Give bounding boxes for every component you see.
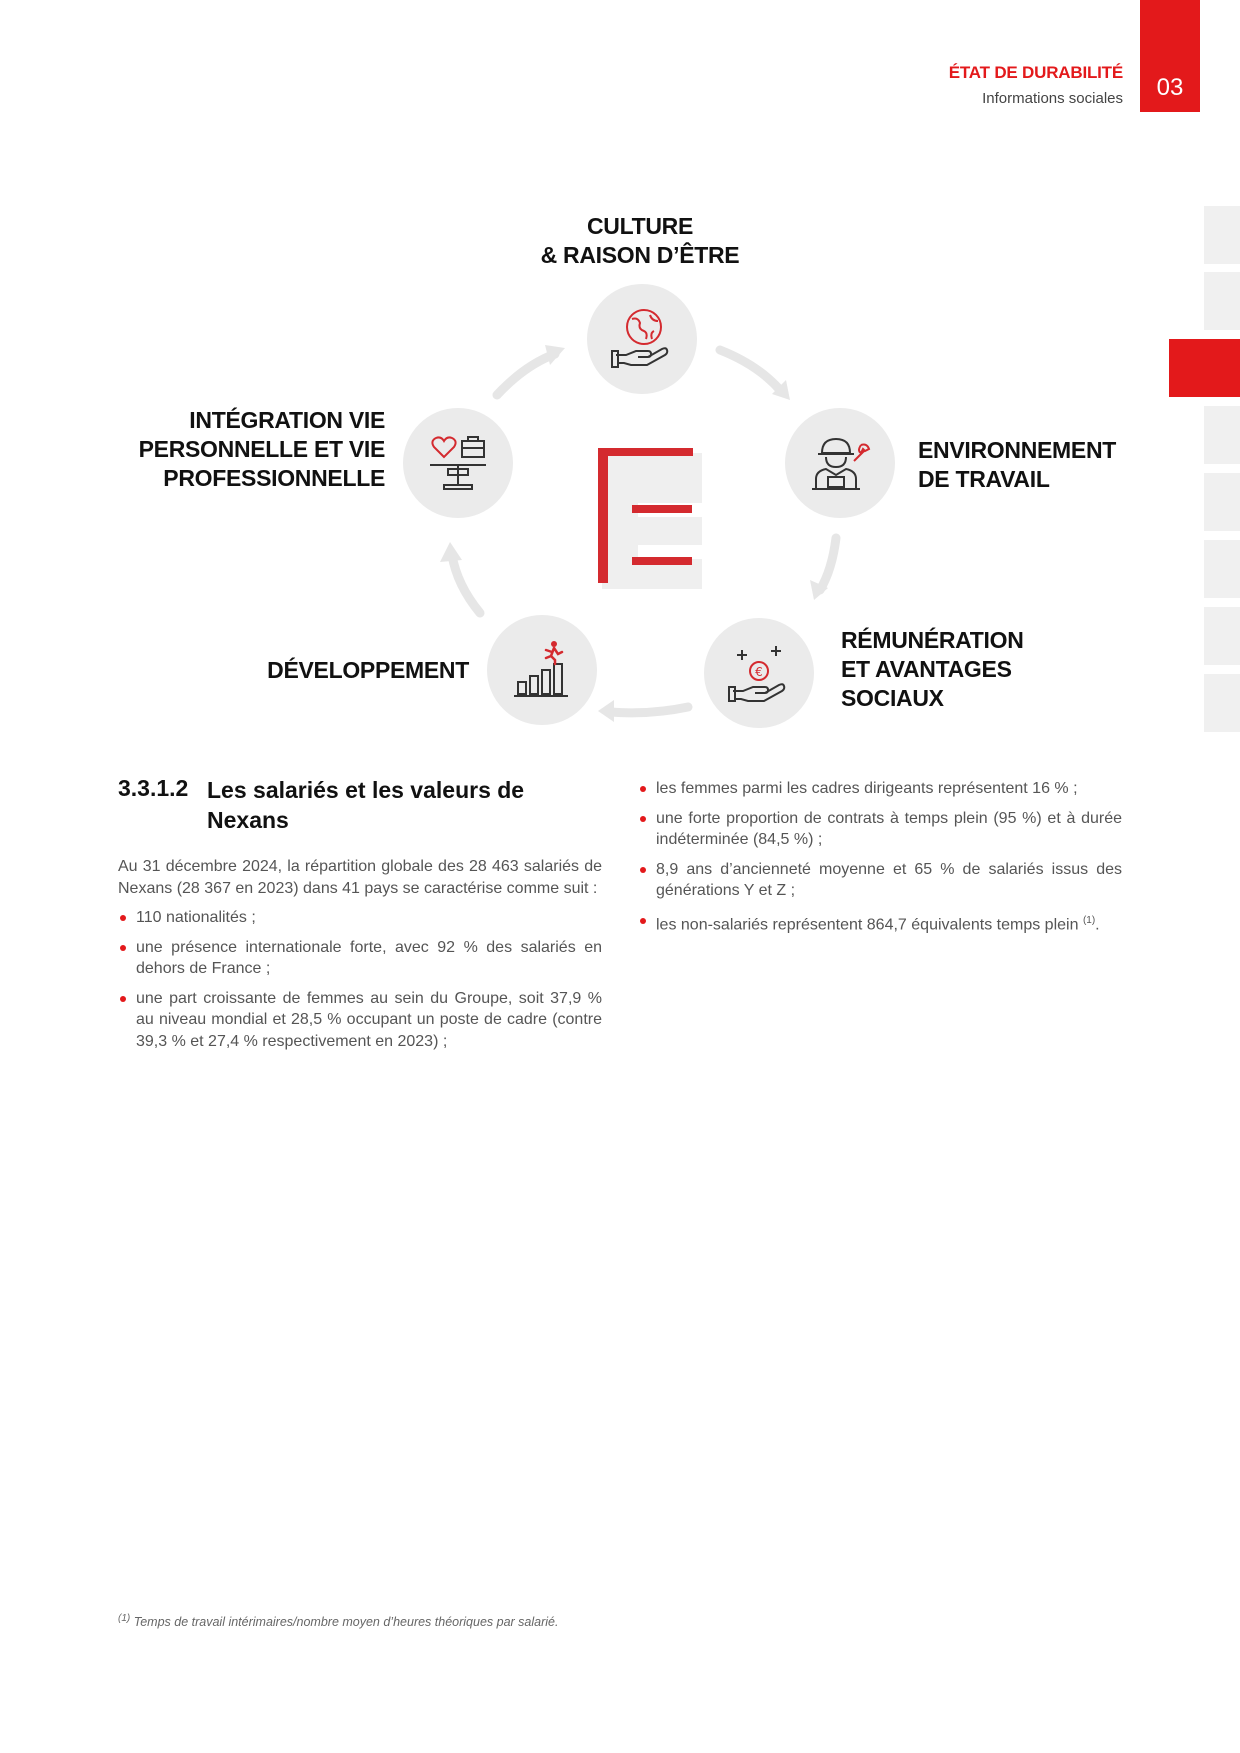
list-item: 110 nationalités ;	[118, 907, 602, 929]
label-compensation	[841, 626, 1024, 713]
label-line: CULTURE	[586, 213, 694, 239]
arrow-1	[497, 354, 555, 395]
section-title: ÉTAT DE DURABILITÉ	[948, 63, 1123, 82]
arrow-3	[820, 538, 836, 590]
worker-helmet-wrench-icon	[808, 431, 872, 495]
label-line: RÉMUNÉRATION	[841, 627, 1024, 653]
list-item: une présence internationale forte, avec 92 % des salariés en dehors de France ;	[118, 937, 602, 980]
section-subtitle: Informations sociales	[982, 90, 1123, 107]
list-item-end: .	[1095, 915, 1100, 933]
label-line: PROFESSIONNELLE	[163, 465, 385, 491]
bullet-list-left	[118, 907, 602, 1052]
label-development	[267, 656, 469, 685]
svg-text:€: €	[755, 665, 763, 679]
development-circle	[487, 615, 597, 725]
arrow-4	[610, 707, 688, 713]
list-item: 8,9 ans d’ancienneté moyenne et 65 % de salariés issus des générations Y et Z ;	[638, 859, 1122, 902]
list-item: une part croissante de femmes au sein du Groupe, soit 37,9 % au niveau mondial et 28,5 % occupant un poste de cadre (contre 39,3 % et 27,4 % respectivement en 2023) ;	[118, 988, 602, 1053]
list-item: une forte proportion de contrats à temps plein (95 %) et à durée indéterminée (84,5 %) ;	[638, 808, 1122, 851]
list-item-text: les non-salariés représentent 864,7 équivalents temps plein	[656, 915, 1079, 933]
euro-in-hand-icon	[727, 641, 791, 705]
label-line: DÉVELOPPEMENT	[267, 657, 469, 683]
footnote-marker: (1)	[118, 1613, 131, 1624]
arrow-head-1	[545, 345, 565, 365]
label-line: & RAISON D’ÊTRE	[540, 242, 740, 268]
globe-in-hand-icon	[610, 307, 674, 371]
chapter-number: 03	[1156, 74, 1184, 101]
label-work-life-balance	[139, 406, 385, 493]
section-heading: Les salariés et les valeurs de Nexans	[207, 777, 525, 833]
label-line: ENVIRONNEMENT	[918, 437, 1117, 463]
heart-briefcase-balance-icon	[426, 431, 490, 495]
work-environment-circle	[785, 408, 895, 518]
person-climbing-bar-chart-icon	[510, 638, 574, 702]
label-line: SOCIAUX	[841, 685, 944, 711]
label-line: INTÉGRATION VIE	[189, 407, 385, 433]
section-number: 3.3.1.2	[118, 775, 189, 801]
left-column	[118, 856, 602, 1060]
center-e-logo	[598, 448, 702, 589]
footnote	[118, 1613, 558, 1629]
right-column	[638, 778, 1122, 943]
label-line: PERSONNELLE ET VIE	[138, 436, 385, 462]
arrow-5	[452, 555, 480, 613]
label-culture	[540, 212, 740, 270]
list-item: les femmes parmi les cadres dirigeants représentent 16 % ;	[638, 778, 1122, 800]
arrow-head-4	[598, 700, 614, 722]
culture-circle	[587, 284, 697, 394]
bullet-list-right	[638, 778, 1122, 935]
label-line: DE TRAVAIL	[918, 466, 1050, 492]
list-item	[638, 910, 1122, 936]
footnote-text: Temps de travail intérimaires/nombre moyen d’heures théoriques par salarié.	[133, 1615, 559, 1630]
arrow-head-5	[440, 542, 462, 562]
footnote-ref[interactable]: (1)	[1082, 914, 1096, 926]
work-life-balance-circle	[403, 408, 513, 518]
intro-paragraph: Au 31 décembre 2024, la répartition globale des 28 463 salariés de Nexans (28 367 en 2023) dans 41 pays se caractérise comme suit :	[118, 858, 602, 897]
arrow-2	[720, 350, 780, 390]
compensation-circle	[704, 618, 814, 728]
label-line: ET AVANTAGES	[841, 656, 1012, 682]
label-work-environment	[918, 436, 1116, 494]
